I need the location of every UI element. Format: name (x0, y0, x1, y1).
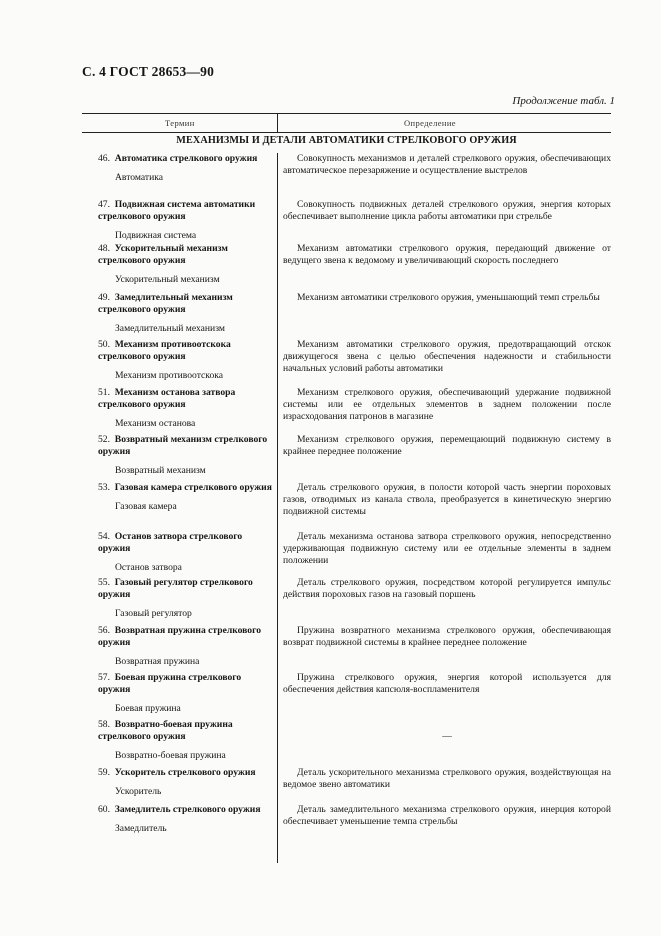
term-name: Замедлитель стрелкового оружия (114, 804, 261, 815)
term-cell (82, 199, 273, 242)
term-name: Ускоритель стрелкового оружия (114, 767, 256, 778)
term-name: Возвратно-боевая пружина стрелкового оружия (98, 719, 233, 742)
term-number: 55. (98, 577, 110, 588)
term-number: 53. (98, 482, 110, 493)
term-heading (82, 153, 273, 165)
term-heading (82, 387, 273, 411)
term-name: Газовая камера стрелкового оружия (114, 482, 272, 493)
term-short-form: Ускорительный механизм (115, 274, 220, 285)
term-short-form: Останов затвора (115, 562, 182, 573)
term-number: 51. (98, 387, 110, 398)
definition-cell: Совокупность механизмов и деталей стрелкового оружия, обеспечивающих автоматическое перезаряжение и осуществление выстрелов (283, 153, 611, 176)
term-short-form: Замедлитель (115, 823, 167, 834)
term-heading (82, 482, 273, 494)
term-number: 52. (98, 434, 110, 445)
term-cell (82, 531, 273, 574)
term-heading (82, 577, 273, 601)
term-name: Возвратная пружина стрелкового оружия (98, 625, 262, 648)
term-name: Ускорительный механизм стрелкового оружия (98, 243, 228, 266)
term-cell (82, 577, 273, 620)
page-header: С. 4 ГОСТ 28653—90 (82, 64, 215, 79)
term-name: Механизм останова затвора стрелкового оружия (98, 387, 236, 410)
definition-cell: Деталь стрелкового оружия, посредством которой регулируется импульс действия пороховых газов на газовый поршень (283, 577, 611, 600)
term-short-form: Возвратная пружина (115, 656, 200, 667)
term-heading (82, 199, 273, 223)
definition-cell: Пружина возвратного механизма стрелкового оружия, обеспечивающая возврат подвижной системы в крайнее переднее положение (283, 625, 611, 648)
term-heading (82, 767, 273, 779)
term-heading (82, 292, 273, 316)
definition-cell: Деталь ускорительного механизма стрелкового оружия, воздействующая на ведомое звено автоматики (283, 767, 611, 790)
term-cell (82, 292, 273, 335)
term-number: 56. (98, 625, 110, 636)
term-cell (82, 672, 273, 715)
term-name: Боевая пружина стрелкового оружия (98, 672, 242, 695)
term-number: 48. (98, 243, 110, 254)
term-cell (82, 482, 273, 513)
term-cell (82, 243, 273, 286)
table-top-border (82, 113, 611, 114)
term-heading (82, 531, 273, 555)
term-short-form: Боевая пружина (115, 703, 181, 714)
term-short-form: Подвижная система (115, 230, 197, 241)
term-name: Автоматика стрелкового оружия (114, 153, 258, 164)
definition-cell: Механизм стрелкового оружия, перемещающий подвижную систему в крайнее переднее положение (283, 434, 611, 457)
column-header-definition: Определение (404, 118, 456, 128)
term-cell (82, 387, 273, 430)
term-number: 46. (98, 153, 110, 164)
term-number: 49. (98, 292, 110, 303)
term-cell (82, 625, 273, 668)
term-heading (82, 339, 273, 363)
term-heading (82, 804, 273, 816)
term-number: 60. (98, 804, 110, 815)
term-heading (82, 719, 273, 743)
term-name: Подвижная система автоматики стрелкового оружия (98, 199, 256, 222)
term-name: Останов затвора стрелкового оружия (98, 531, 243, 554)
definition-cell: Механизм автоматики стрелкового оружия, уменьшающий темп стрельбы (297, 292, 600, 303)
term-cell (82, 339, 273, 382)
term-heading (82, 434, 273, 458)
definition-cell: Механизм стрелкового оружия, обеспечивающий удержание подвижной системы или ее отдельных элементов в заднем положении после израсходования патронов в магазине (283, 387, 611, 422)
term-short-form: Замедлительный механизм (115, 323, 225, 334)
term-name: Возвратный механизм стрелкового оружия (98, 434, 268, 457)
definition-cell: Механизм автоматики стрелкового оружия, передающий движение от ведущего звена к ведомому и увеличивающий скорость последнего (283, 243, 611, 266)
definition-cell: Механизм автоматики стрелкового оружия, предотвращающий отскок движущегося звена с целью обеспечения надежности и стабильности начальных условий работы автоматики (283, 339, 611, 374)
term-number: 50. (98, 339, 110, 350)
term-cell (82, 153, 273, 184)
term-short-form: Автоматика (115, 172, 164, 183)
term-short-form: Механизм останова (115, 418, 196, 429)
column-header-term: Термин (165, 118, 195, 128)
table-continuation-label: Продолжение табл. 1 (512, 95, 615, 107)
terms-table (82, 113, 611, 863)
term-number: 58. (98, 719, 110, 730)
term-short-form: Возвратно-боевая пружина (115, 750, 226, 761)
term-cell (82, 767, 273, 798)
term-name: Замедлительный механизм стрелкового оружия (98, 292, 233, 315)
definition-cell: — (442, 731, 452, 742)
term-name: Газовый регулятор стрелкового оружия (98, 577, 253, 600)
term-cell (82, 719, 273, 762)
term-short-form: Газовая камера (115, 501, 177, 512)
term-short-form: Возвратный механизм (115, 465, 206, 476)
term-heading (82, 672, 273, 696)
term-name: Механизм противоотскока стрелкового оружия (98, 339, 231, 362)
body-column-divider (277, 153, 278, 863)
term-heading (82, 625, 273, 649)
definition-cell: Деталь замедлительного механизма стрелкового оружия, инерция которой обеспечивает уменьшение темпа стрельбы (283, 804, 611, 827)
term-number: 57. (98, 672, 110, 683)
term-cell (82, 804, 273, 835)
definition-cell: Совокупность подвижных деталей стрелкового оружия, энергия которых обеспечивает выполнение цикла работы автоматики при стрельбе (283, 199, 611, 222)
section-title: МЕХАНИЗМЫ И ДЕТАЛИ АВТОМАТИКИ СТРЕЛКОВОГО ОРУЖИЯ (176, 135, 517, 146)
term-number: 59. (98, 767, 110, 778)
definition-cell: Деталь стрелкового оружия, в полости которой часть энергии пороховых газов, отводимых из канала ствола, преобразуется в кинетическую энергию подвижной системы (283, 482, 611, 517)
term-short-form: Ускоритель (115, 786, 162, 797)
table-header-divider (82, 132, 611, 133)
term-short-form: Газовый регулятор (115, 608, 192, 619)
term-short-form: Механизм противоотскока (115, 370, 224, 381)
term-number: 54. (98, 531, 110, 542)
definition-cell: Деталь механизма останова затвора стрелкового оружия, непосредственно удерживающая подвижную систему или ее отдельные элементы в заднем положении (283, 531, 611, 566)
term-number: 47. (98, 199, 110, 210)
definition-cell: Пружина стрелкового оружия, энергия которой используется для обеспечения действия капсюля-воспламенителя (283, 672, 611, 695)
header-column-divider (277, 113, 278, 132)
term-heading (82, 243, 273, 267)
term-cell (82, 434, 273, 477)
